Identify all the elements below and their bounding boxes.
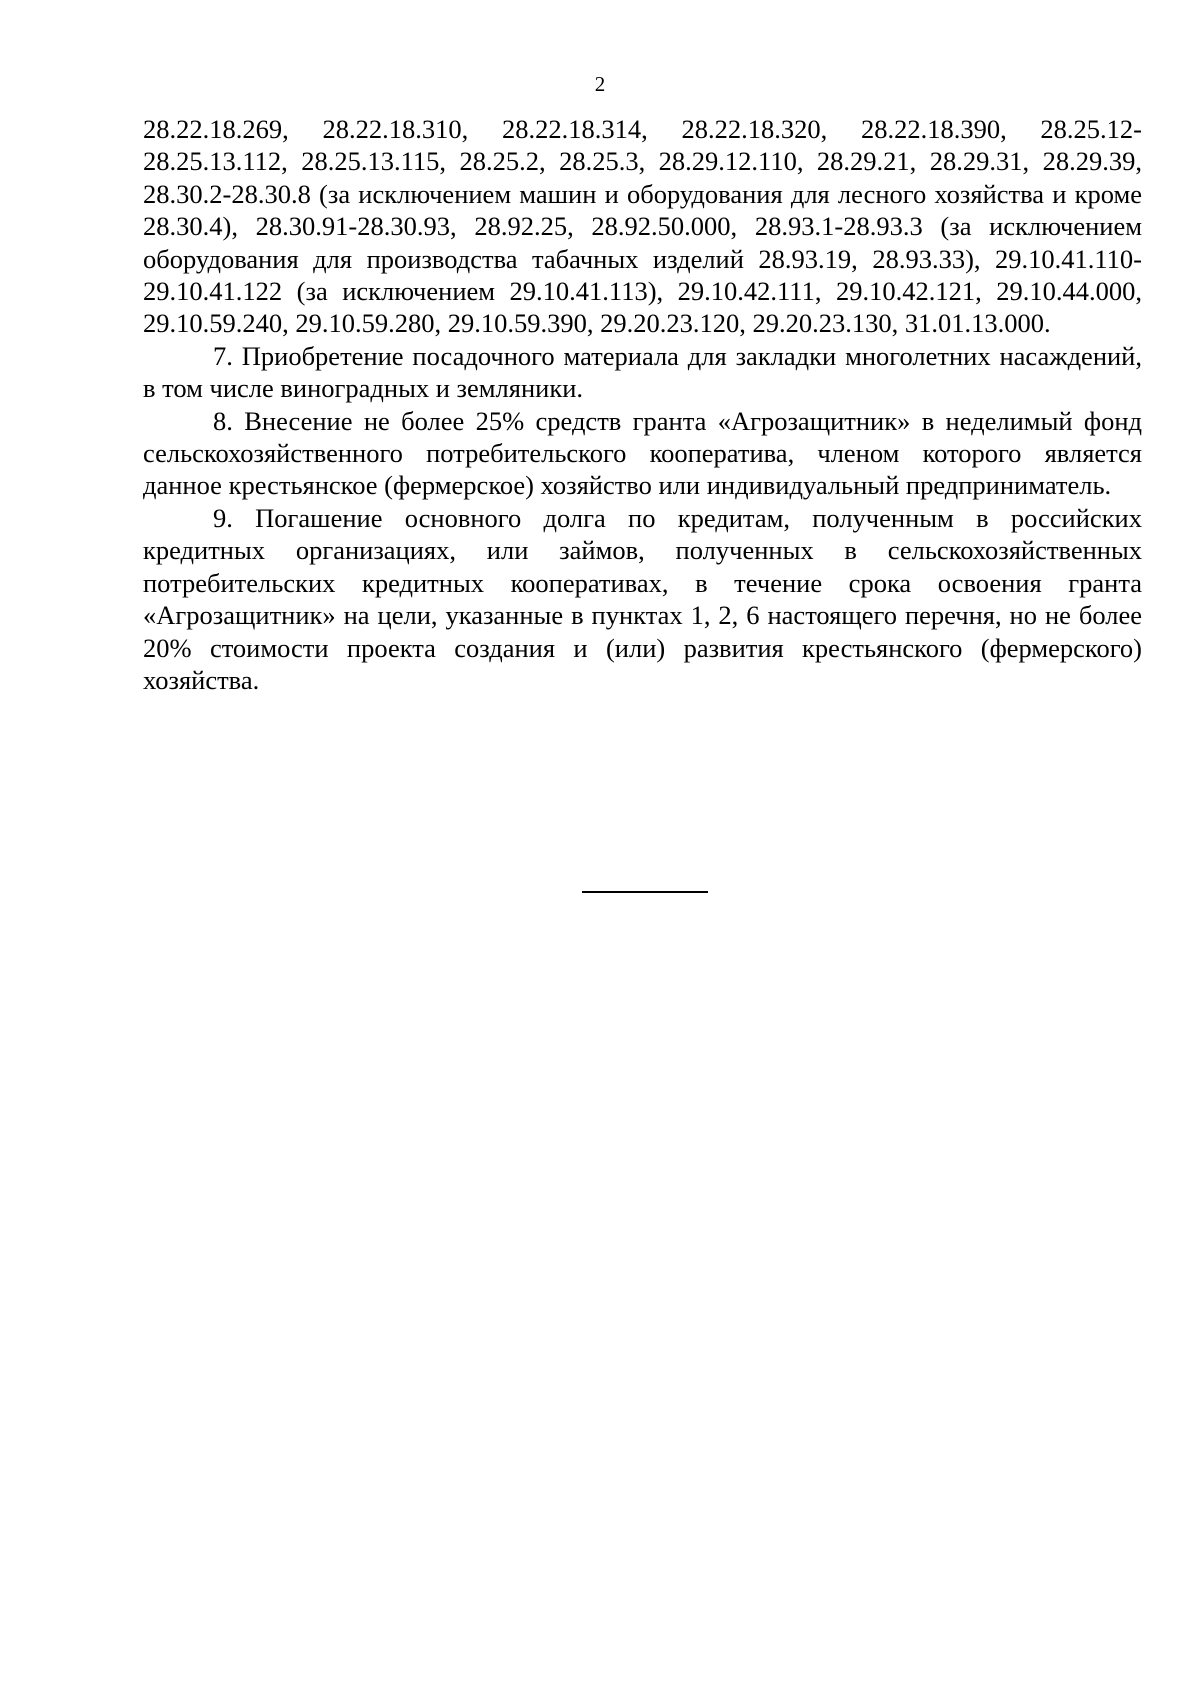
end-of-document-line (582, 891, 708, 893)
list-item-9: 9. Погашение основного долга по кредитам, полученным в российских кредитных организациях, или займов, полученных в сельскохозяйственных потребительских кредитных кооперативах, в течение срока освоения гранта «Агрозащитник» на цели, указанные в пунктах 1, 2, 6 настоящего перечня, но не более 20% стоимости проекта создания и (или) развития крестьянского (фермерского) хозяйства. (143, 502, 1142, 695)
page-number: 2 (594, 72, 606, 96)
list-item-7: 7. Приобретение посадочного материала для закладки многолетних насаждений, в том числе виноградных и земляники. (143, 340, 1142, 404)
list-item-8: 8. Внесение не более 25% средств гранта «Агрозащитник» в неделимый фонд сельскохозяйственного потребительского кооператива, членом которого является данное крестьянское (фермерское) хозяйство или индивидуальный предприниматель. (143, 405, 1142, 501)
document-body (143, 113, 1142, 696)
codes-list-paragraph: 28.22.18.269, 28.22.18.310, 28.22.18.314, 28.22.18.320, 28.22.18.390, 28.25.12-28.25.13.112, 28.25.13.115, 28.25.2, 28.25.3, 28.29.12.110, 28.29.21, 28.29.31, 28.29.39, 28.30.2-28.30.8 (за исключением машин и оборудования для лесного хозяйства и кроме 28.30.4), 28.30.91-28.30.93, 28.92.25, 28.92.50.000, 28.93.1-28.93.3 (за исключением оборудования для производства табачных изделий 28.93.19, 28.93.33), 29.10.41.110-29.10.41.122 (за исключением 29.10.41.113), 29.10.42.111, 29.10.42.121, 29.10.44.000, 29.10.59.240, 29.10.59.280, 29.10.59.390, 29.20.23.120, 29.20.23.130, 31.01.13.000. (143, 114, 1142, 339)
